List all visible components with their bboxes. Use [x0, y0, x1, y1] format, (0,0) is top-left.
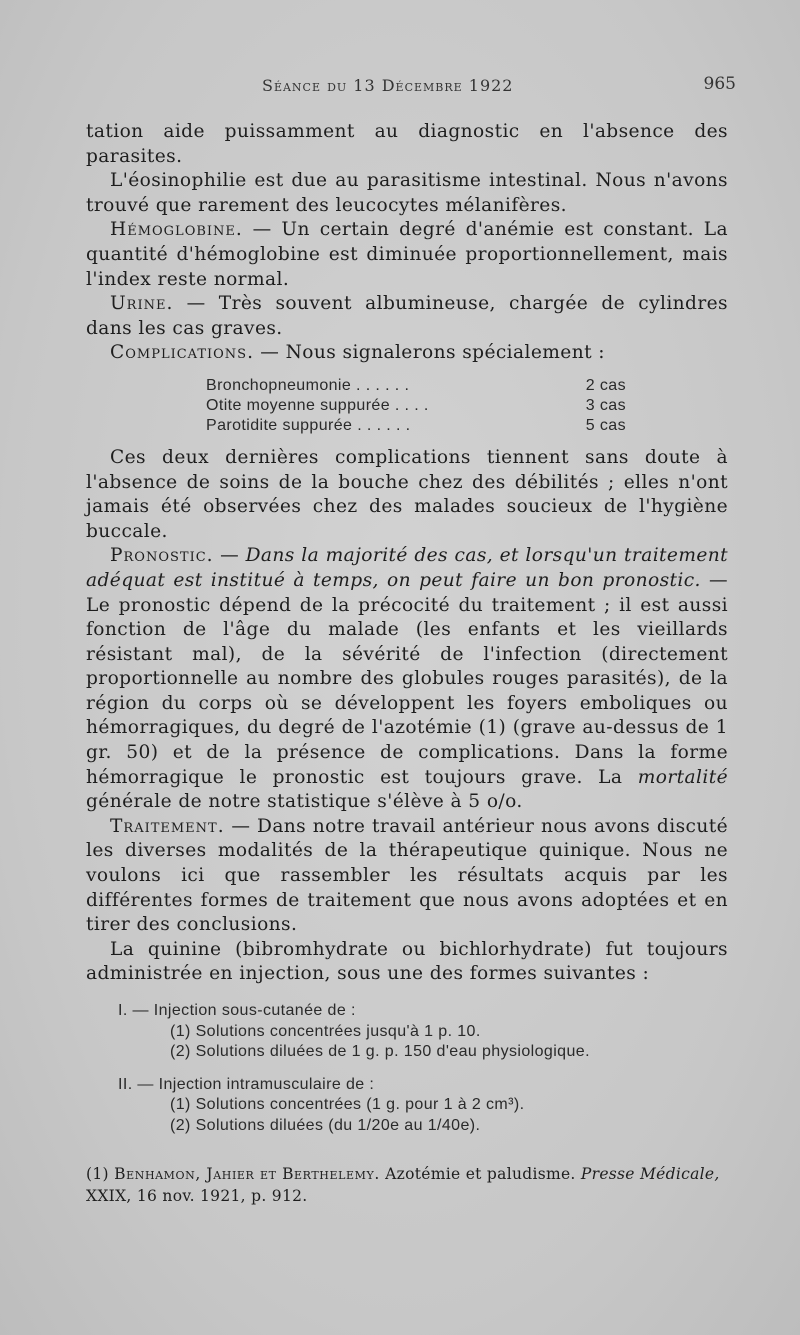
footnote: [86, 1163, 736, 1207]
paragraph: Ces deux dernières complications tiennent sans doute à l'absence de soins de la bouche chez des débilités ; elles n'ont jamais été observées chez des malades soucieux de l'hygiène buccale.: [86, 446, 728, 542]
complication-label: Otite moyenne suppurée . . . .: [206, 396, 429, 414]
paragraph: tation aide puissamment au diagnostic en l'absence des parasites.: [86, 121, 728, 167]
list-item: (2) Solutions diluées de 1 g. p. 150 d'eau physiologique.: [170, 1043, 590, 1060]
paragraph-text: — Nous signalerons spécialement :: [254, 342, 605, 364]
paragraph-hemoglobine: [86, 218, 728, 292]
section-heading: Complications.: [110, 342, 254, 364]
paragraph: La quinine (bibromhydrate ou bichlorhydrate) fut toujours administrée en injection, sous une des formes suivantes :: [86, 938, 728, 985]
footnote-title: Azotémie et paludisme.: [379, 1165, 581, 1183]
section-heading: Pronostic.: [110, 545, 214, 567]
page-number: 965: [703, 74, 736, 94]
paragraph-text: — Le pronostic dépend de la précocité du traitement ; il est aussi fonction de l'âge du malade (les enfants et les vieillards résistant mal), de la sévérité de l'infection (directement proportionnelle au nombre des globules rouges parasités), de la région du corps où se développent les foyers emboliques ou hémorragiques, du degré de l'azotémie (1) (grave au-dessus de 1 gr. 50) et de la présence de complications. Dans la forme hémorragique le pronostic est toujours grave. La: [86, 569, 728, 788]
paragraph-text: — Très souvent albumineuse, chargée de cylindres dans les cas graves.: [86, 293, 728, 339]
list-item: [206, 376, 626, 396]
complication-label: Bronchopneumonie . . . . . .: [206, 376, 410, 394]
italic-text: Dans la majorité des cas, et lorsqu'un traitement adéquat est institué à temps, on peut faire un bon pronostic.: [86, 545, 728, 591]
section-heading: Urine.: [110, 293, 174, 315]
footnote-details: XXIX, 16 nov. 1921, p. 912.: [86, 1187, 308, 1205]
complication-label: Parotidite suppurée . . . . . .: [206, 416, 411, 434]
spacer: [118, 1063, 728, 1075]
list-item: (1) Solutions concentrées (1 g. pour 1 à 2 cm³).: [170, 1096, 525, 1113]
paragraph-traitement: [86, 815, 728, 938]
section-heading: Traitement.: [110, 815, 225, 837]
running-header: [0, 76, 800, 100]
footnote-authors: Benhamon, Jahier et Berthelemy.: [114, 1165, 380, 1183]
paragraph-urine: [86, 292, 728, 341]
list-heading: II. — Injection intramusculaire de :: [118, 1075, 375, 1093]
footnote-journal: Presse Médicale,: [580, 1165, 720, 1183]
dash: —: [213, 545, 246, 567]
list-item: (2) Solutions diluées (du 1/20e au 1/40e).: [170, 1116, 481, 1134]
list-heading: I. — Injection sous-cutanée de :: [118, 1002, 356, 1019]
list-item: (1) Solutions concentrées jusqu'à 1 p. 10.: [170, 1022, 481, 1040]
paragraph-pronostic: [86, 544, 728, 815]
body-text: [86, 120, 728, 1136]
complication-count: 2 cas: [585, 376, 626, 394]
footnote-marker: (1): [86, 1165, 115, 1183]
paragraph: L'éosinophilie est due au parasitisme intestinal. Nous n'avons trouvé que rarement des leucocytes mélanifères.: [86, 170, 728, 216]
list-item: [206, 416, 626, 436]
list-item: [206, 396, 626, 416]
paragraph-text: générale de notre statistique s'élève à 5 o/o.: [86, 791, 523, 813]
injection-list: [118, 1001, 728, 1136]
section-heading: Hémoglobine.: [110, 219, 243, 241]
complications-list: [206, 376, 626, 436]
running-title: Séance du 13 Décembre 1922: [262, 76, 514, 95]
paragraph-text: — Un certain degré d'anémie est constant. La quantité d'hémoglobine est diminuée proportionnellement, mais l'index reste normal.: [86, 219, 728, 290]
paragraph-text: — Dans notre travail antérieur nous avons discuté les diverses modalités de la thérapeutique quinique. Nous ne voulons ici que rassembler les résultats acquis par les différentes formes de traitement que nous avons adoptées et en tirer des conclusions.: [86, 815, 728, 936]
paragraph-complications: [86, 341, 728, 366]
complication-count: 3 cas: [585, 396, 626, 414]
italic-text: mortalité: [637, 766, 728, 788]
complication-count: 5 cas: [585, 416, 626, 434]
